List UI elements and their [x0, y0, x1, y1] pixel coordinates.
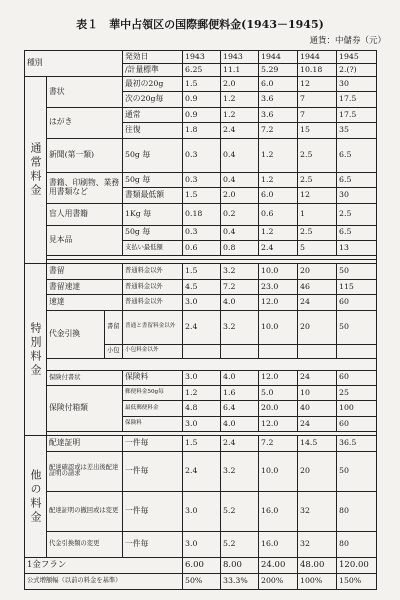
rate-cell: 3.0: [183, 416, 221, 431]
empty-cell: [337, 344, 377, 358]
rate-cell: 3.2: [221, 310, 259, 344]
rate-cell: 12: [298, 188, 337, 203]
row-label: 代金引換類の変更: [47, 531, 123, 557]
rate-cell: 12: [298, 77, 337, 92]
rate-cell: 0.3: [183, 172, 221, 187]
rate-cell: 50: [337, 451, 377, 491]
increase-value: 150%: [337, 574, 377, 590]
row-sublabel: 保険料: [123, 370, 183, 385]
rate-cell: 20.0: [259, 401, 298, 416]
rate-cell: 5: [298, 240, 337, 255]
table-row: [25, 77, 377, 92]
header-date: 11.1: [221, 64, 259, 77]
rate-cell: 1.5: [183, 264, 221, 279]
rate-cell: 40: [298, 401, 337, 416]
rate-cell: 36.5: [337, 436, 377, 451]
rate-cell: 7: [298, 107, 337, 122]
header-kind: 種別: [25, 51, 123, 77]
increase-row: [25, 574, 377, 590]
table-row: [25, 491, 377, 531]
row-sublabel: 保険料: [123, 416, 183, 431]
rate-cell: 12.0: [259, 416, 298, 431]
row-label: 配達証明: [47, 436, 123, 451]
row-sublabel: 小包: [105, 344, 123, 358]
rate-cell: 4.0: [221, 370, 259, 385]
rate-cell: 60: [337, 295, 377, 310]
row-label: 見本品: [47, 225, 123, 256]
header-date: 6.25: [183, 64, 221, 77]
spacer-row: [25, 358, 377, 370]
rate-cell: 2.4: [183, 451, 221, 491]
row-label: 代金引換: [47, 310, 105, 358]
rate-cell: 30: [337, 188, 377, 203]
rate-cell: 2.4: [221, 123, 259, 138]
rate-cell: 35: [337, 123, 377, 138]
rate-cell: 30: [337, 77, 377, 92]
rate-cell: 14.5: [298, 436, 337, 451]
header-date: 5.29: [259, 64, 298, 77]
rate-cell: 5.2: [221, 491, 259, 531]
row-label: 書状: [47, 77, 123, 108]
rate-cell: 10.0: [259, 451, 298, 491]
row-label: 保険付書状: [47, 370, 123, 385]
rate-cell: 20: [298, 310, 337, 344]
rate-cell: 6.4: [221, 401, 259, 416]
row-sublabel: 書留: [105, 310, 123, 344]
row-label: 保険付箱類: [47, 386, 123, 432]
rate-cell: 4.5: [183, 279, 221, 294]
row-sublabel: 書類最低額: [123, 188, 183, 203]
postal-rates-table: [24, 50, 377, 590]
rate-cell: 0.9: [183, 92, 221, 107]
rate-cell: 0.4: [221, 138, 259, 172]
row-label: 配達確認或は差出後配達証明の請求: [47, 451, 123, 491]
rate-cell: 32: [298, 491, 337, 531]
rate-cell: 0.3: [183, 225, 221, 240]
rate-cell: 0.6: [183, 240, 221, 255]
franc-row: [25, 557, 377, 574]
row-label: 書留速達: [47, 279, 123, 294]
rate-cell: 2.4: [221, 436, 259, 451]
row-sublabel: 一件毎: [123, 451, 183, 491]
rate-cell: 13: [337, 240, 377, 255]
rate-cell: 2.4: [183, 310, 221, 344]
table-row: [25, 138, 377, 172]
rate-cell: 23.0: [259, 279, 298, 294]
table-row: [25, 107, 377, 122]
franc-value: 24.00: [259, 557, 298, 574]
rate-cell: 4.0: [221, 295, 259, 310]
row-label: 書留: [47, 264, 123, 279]
rate-cell: 0.3: [183, 138, 221, 172]
row-sublabel: 普通料金以外: [123, 264, 183, 279]
currency-unit-note: 通貨：中儲券（元）: [309, 36, 386, 46]
rate-cell: 0.8: [221, 240, 259, 255]
rate-cell: 3.6: [259, 92, 298, 107]
rate-cell: 50: [337, 264, 377, 279]
row-sublabel: 1Kg 毎: [123, 203, 183, 225]
table-row: [25, 225, 377, 240]
rate-cell: 6.5: [337, 225, 377, 240]
rate-cell: 7.2: [259, 436, 298, 451]
rate-cell: 24: [298, 295, 337, 310]
rate-cell: 0.18: [183, 203, 221, 225]
rate-cell: 0.4: [221, 225, 259, 240]
header-measure: /計量標準: [123, 64, 183, 77]
table-row: [25, 264, 377, 279]
table-row: [25, 203, 377, 225]
rate-cell: 60: [337, 416, 377, 431]
rate-cell: 1.6: [221, 386, 259, 401]
rate-cell: 32: [298, 531, 337, 557]
rate-cell: 1.2: [259, 172, 298, 187]
franc-value: 6.00: [183, 557, 221, 574]
rate-cell: 10.0: [259, 264, 298, 279]
franc-value: 8.00: [221, 557, 259, 574]
rate-cell: 100: [337, 401, 377, 416]
rate-cell: 6.5: [337, 172, 377, 187]
rate-cell: 12.0: [259, 370, 298, 385]
rate-cell: 17.5: [337, 92, 377, 107]
rate-cell: 1.8: [183, 123, 221, 138]
table-row: [25, 295, 377, 310]
row-sublabel: 往復: [123, 123, 183, 138]
table-row: [25, 310, 377, 344]
increase-value: 33.3%: [221, 574, 259, 590]
rate-cell: 3.0: [183, 531, 221, 557]
empty-cell: [221, 344, 259, 358]
header-year: 1944: [259, 51, 298, 64]
rate-cell: 1.5: [183, 436, 221, 451]
row-label: 盲人用書籍: [47, 203, 123, 225]
rate-cell: 3.2: [221, 264, 259, 279]
rate-cell: 2.5: [337, 203, 377, 225]
rate-cell: 10: [298, 386, 337, 401]
rate-cell: 5.2: [221, 531, 259, 557]
header-date: 10.18: [298, 64, 337, 77]
rate-cell: 80: [337, 491, 377, 531]
row-label: 速達: [47, 295, 123, 310]
increase-value: 50%: [183, 574, 221, 590]
rate-cell: 3.0: [183, 491, 221, 531]
rate-cell: 0.4: [221, 172, 259, 187]
row-sublabel: 小包料金以外: [123, 344, 183, 358]
empty-cell: [259, 344, 298, 358]
row-label: 新聞(第一類): [47, 138, 123, 172]
row-sublabel: 50g 毎: [123, 225, 183, 240]
rate-cell: 7.2: [221, 279, 259, 294]
table-title: 表１ 華中占領区の国際郵便料金(1943－1945): [76, 18, 324, 31]
increase-value: 200%: [259, 574, 298, 590]
rate-cell: 2.4: [259, 240, 298, 255]
increase-label: 公式増額幅（以前の料金を基準）: [25, 574, 183, 590]
table-row: [25, 172, 377, 187]
row-sublabel: 普通料金以外: [123, 295, 183, 310]
header-year: 1945: [337, 51, 377, 64]
rate-cell: 1.2: [183, 386, 221, 401]
empty-cell: [298, 344, 337, 358]
table-row: [25, 451, 377, 491]
row-sublabel: 通常: [123, 107, 183, 122]
rate-cell: 3.0: [183, 295, 221, 310]
row-sublabel: 普通と書留料金以外: [123, 310, 183, 344]
row-label: 書籍、印刷物、業務用書類など: [47, 172, 123, 203]
rate-cell: 2.0: [221, 77, 259, 92]
table-row: [25, 386, 377, 401]
rate-cell: 3.0: [183, 370, 221, 385]
spacer-cell: [47, 358, 377, 370]
rate-cell: 7.2: [259, 123, 298, 138]
rate-cell: 46: [298, 279, 337, 294]
rate-cell: 1.2: [221, 92, 259, 107]
rate-cell: 6.0: [259, 188, 298, 203]
rate-cell: 12.0: [259, 295, 298, 310]
rate-cell: 80: [337, 531, 377, 557]
rate-cell: 2.5: [298, 172, 337, 187]
rate-cell: 1.5: [183, 77, 221, 92]
row-sublabel: 一件毎: [123, 491, 183, 531]
rate-cell: 10.0: [259, 310, 298, 344]
rate-cell: 3.2: [221, 451, 259, 491]
rate-cell: 1.2: [221, 107, 259, 122]
rate-cell: 2.5: [298, 225, 337, 240]
rate-cell: 50: [337, 310, 377, 344]
rate-cell: 15: [298, 123, 337, 138]
rate-cell: 6.0: [259, 77, 298, 92]
rate-cell: 3.6: [259, 107, 298, 122]
table-row: [25, 436, 377, 451]
rate-cell: 4.0: [221, 416, 259, 431]
rate-cell: 16.0: [259, 531, 298, 557]
header-date: 2.(?): [337, 64, 377, 77]
table-row: [25, 531, 377, 557]
rate-cell: 24: [298, 370, 337, 385]
rate-cell: 20: [298, 451, 337, 491]
row-sublabel: 一件毎: [123, 436, 183, 451]
rate-cell: 2.5: [298, 138, 337, 172]
rate-cell: 60: [337, 370, 377, 385]
rate-cell: 4.8: [183, 401, 221, 416]
row-sublabel: 次の20g毎: [123, 92, 183, 107]
row-label: 配達証明の撤回或は変更: [47, 491, 123, 531]
rate-cell: 7: [298, 92, 337, 107]
table-row: [25, 279, 377, 294]
row-sublabel: 郵便料金50g毎: [123, 386, 183, 401]
category-other: 他の料金: [25, 436, 47, 557]
rate-cell: 25: [337, 386, 377, 401]
rate-cell: 1.5: [183, 188, 221, 203]
rate-cell: 1.2: [259, 225, 298, 240]
rate-cell: 24: [298, 416, 337, 431]
rate-cell: 5.0: [259, 386, 298, 401]
row-sublabel: 最初の20g: [123, 77, 183, 92]
rate-cell: 115: [337, 279, 377, 294]
franc-value: 48.00: [298, 557, 337, 574]
header-row-1: [25, 51, 377, 64]
header-year: 1943: [183, 51, 221, 64]
rate-cell: 1: [298, 203, 337, 225]
franc-label: 1金フラン: [25, 557, 183, 574]
header-year: 1943: [221, 51, 259, 64]
category-normal: 通常料金: [25, 77, 47, 264]
rate-cell: 0.2: [221, 203, 259, 225]
rate-cell: 0.6: [259, 203, 298, 225]
table-row: [25, 370, 377, 385]
rate-cell: 17.5: [337, 107, 377, 122]
row-sublabel: 最低郵便料金: [123, 401, 183, 416]
header-year: 1944: [298, 51, 337, 64]
rate-cell: 16.0: [259, 491, 298, 531]
franc-value: 120.00: [337, 557, 377, 574]
rate-cell: 2.0: [221, 188, 259, 203]
empty-cell: [183, 344, 221, 358]
increase-value: 100%: [298, 574, 337, 590]
header-issue-date: 発効日: [123, 51, 183, 64]
rate-cell: 0.9: [183, 107, 221, 122]
rate-cell: 6.5: [337, 138, 377, 172]
row-sublabel: 50g 毎: [123, 172, 183, 187]
row-sublabel: 50g 毎: [123, 138, 183, 172]
rate-cell: 20: [298, 264, 337, 279]
row-label: はがき: [47, 107, 123, 138]
row-sublabel: 普通料金以外: [123, 279, 183, 294]
row-sublabel: 支払い最低額: [123, 240, 183, 255]
row-sublabel: 一件毎: [123, 531, 183, 557]
category-special: 特別料金: [25, 264, 47, 436]
rate-cell: 1.2: [259, 138, 298, 172]
